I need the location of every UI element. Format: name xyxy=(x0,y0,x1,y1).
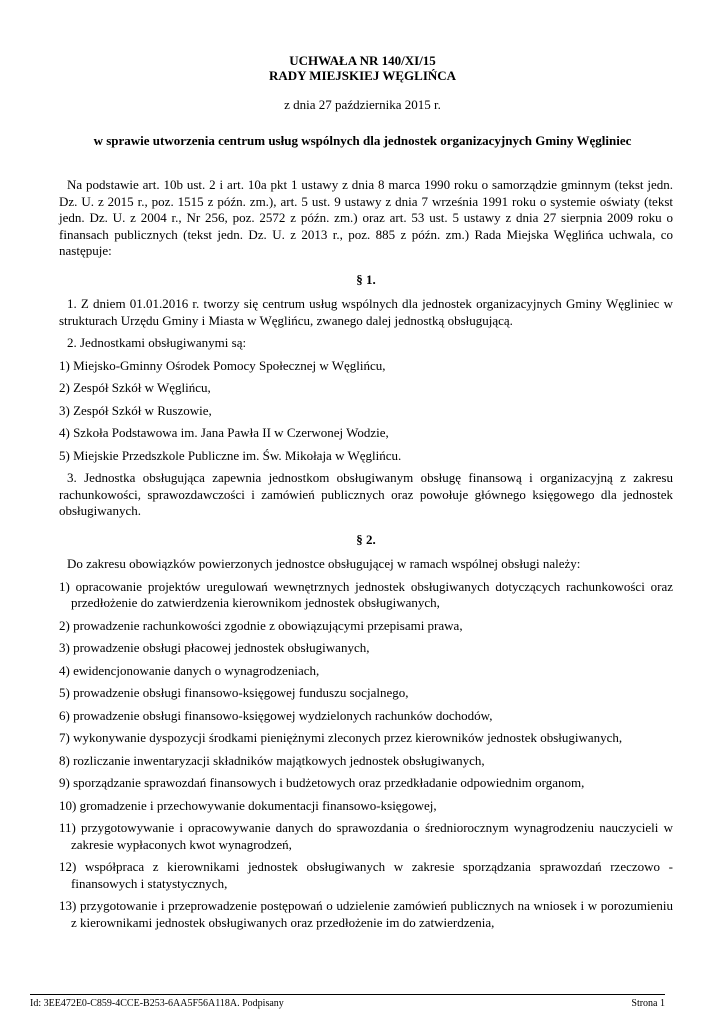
duty-item: 8) rozliczanie inwentaryzacji składników majątkowych jednostek obsługiwanych, xyxy=(59,752,485,768)
section-1-point-2: 2. Jednostkami obsługiwanymi są: xyxy=(67,335,247,350)
duty-item: 3) prowadzenie obsługi płacowej jednostek obsługiwanych, xyxy=(59,640,370,655)
resolution-number: UCHWAŁA NR 140/XI/15 xyxy=(289,53,436,68)
section-1-point-1: 1. Z dniem 01.01.2016 r. tworzy się centrum usług wspólnych dla jednostek organizacyjnych Gminy Węgliniec w strukturach Urzędu Gminy i Miasta w Węglińcu, zwanego dalej jednostką obsługującą. xyxy=(59,296,673,328)
section-2-title: § 2. xyxy=(356,531,376,547)
duty-item: 2) prowadzenie rachunkowości zgodnie z obowiązującymi przepisami prawa, xyxy=(59,617,463,633)
page-footer xyxy=(30,994,665,1009)
duty-item: 1) opracowanie projektów uregulowań wewnętrznych jednostek obsługiwanych dotyczących rachunkowości oraz przedłożenie do zatwierdzenia kierownikom jednostek obsługiwanych, xyxy=(59,578,673,610)
duty-item: 7) wykonywanie dyspozycji środkami pieniężnymi zleconych przez kierowników jednostek obsługiwanych, xyxy=(59,730,623,745)
page-number: Strona 1 xyxy=(631,998,665,1009)
document-body xyxy=(59,177,673,931)
section-2-intro: Do zakresu obowiązków powierzonych jednostce obsługującej w ramach wspólnej obsługi należy: xyxy=(67,556,581,571)
document-id: Id: 3EE472E0-C859-4CCE-B253-6AA5F56A118A. Podpisany xyxy=(30,998,284,1009)
section-1-point-3: 3. Jednostka obsługująca zapewnia jednostkom obsługiwanym obsługę finansową i organizacyjną z zakresu rachunkowości, sprawozdawczości i zamówień publicznych oraz powołuje głównego księgowego dla jednostek obsługiwanych. xyxy=(59,470,673,518)
served-unit-item: 2) Zespół Szkół w Węglińcu, xyxy=(59,380,211,395)
served-unit-item: 3) Zespół Szkół w Ruszowie, xyxy=(59,402,212,418)
duty-item: 9) sporządzanie sprawozdań finansowych i budżetowych oraz przedkładanie odpowiednim organom, xyxy=(59,775,585,790)
resolution-date: z dnia 27 października 2015 r. xyxy=(284,97,441,112)
duty-item: 13) przygotowanie i przeprowadzenie postępowań o udzielenie zamówień publicznych na wniosek i w porozumieniu z kierownikami jednostek obsługiwanych oraz przedłożenie im do zatwierdzenia, xyxy=(59,898,673,930)
section-1-title: § 1. xyxy=(356,271,376,287)
resolution-header xyxy=(0,53,725,83)
duty-item: 6) prowadzenie obsługi finansowo-księgowej wydzielonych rachunków dochodów, xyxy=(59,707,493,723)
served-unit-item: 5) Miejskie Przedszkole Publiczne im. Św. Mikołaja w Węglińcu. xyxy=(59,447,402,463)
council-name: RADY MIEJSKIEJ WĘGLIŃCA xyxy=(268,68,457,83)
served-unit-item: 4) Szkoła Podstawowa im. Jana Pawła II w Czerwonej Wodzie, xyxy=(59,425,389,440)
resolution-subject: w sprawie utworzenia centrum usług wspólnych dla jednostek organizacyjnych Gminy Węgliniec xyxy=(93,133,632,148)
duty-item: 4) ewidencjonowanie danych o wynagrodzeniach, xyxy=(59,662,320,678)
served-unit-item: 1) Miejsko-Gminny Ośrodek Pomocy Społecznej w Węglińcu, xyxy=(59,357,386,373)
duty-item: 12) współpraca z kierownikami jednostek obsługiwanych w zakresie sporządzania sprawozdań rzeczowo - finansowych i statystycznych, xyxy=(59,859,673,891)
duty-item: 11) przygotowywanie i opracowywanie danych do sprawozdania o średniorocznym wynagrodzeniu nauczycieli w zakresie wypłaconych kwot wynagrodzeń, xyxy=(59,820,673,852)
duty-item: 10) gromadzenie i przechowywanie dokumentacji finansowo-księgowej, xyxy=(59,797,437,813)
legal-basis-paragraph: Na podstawie art. 10b ust. 2 i art. 10a pkt 1 ustawy z dnia 8 marca 1990 roku o samorządzie gminnym (tekst jedn. Dz. U. z 2015 r., poz. 1515 z późn. zm.), art. 5 ust. 9 ustawy z dnia 7 września 1991 roku o systemie oświaty (tekst jedn. Dz. U. z 2004 r., Nr 256, poz. 2572 z późn. zm.) oraz art. 53 ust. 5 ustawy z dnia 27 sierpnia 2009 roku o finansach publicznych (tekst jedn. Dz. U. z 2013 r., poz. 885 z późn. zm.) Rada Miejska Węglińca uchwala, co następuje: xyxy=(59,177,673,258)
duty-item: 5) prowadzenie obsługi finansowo-księgowej funduszu socjalnego, xyxy=(59,685,409,700)
